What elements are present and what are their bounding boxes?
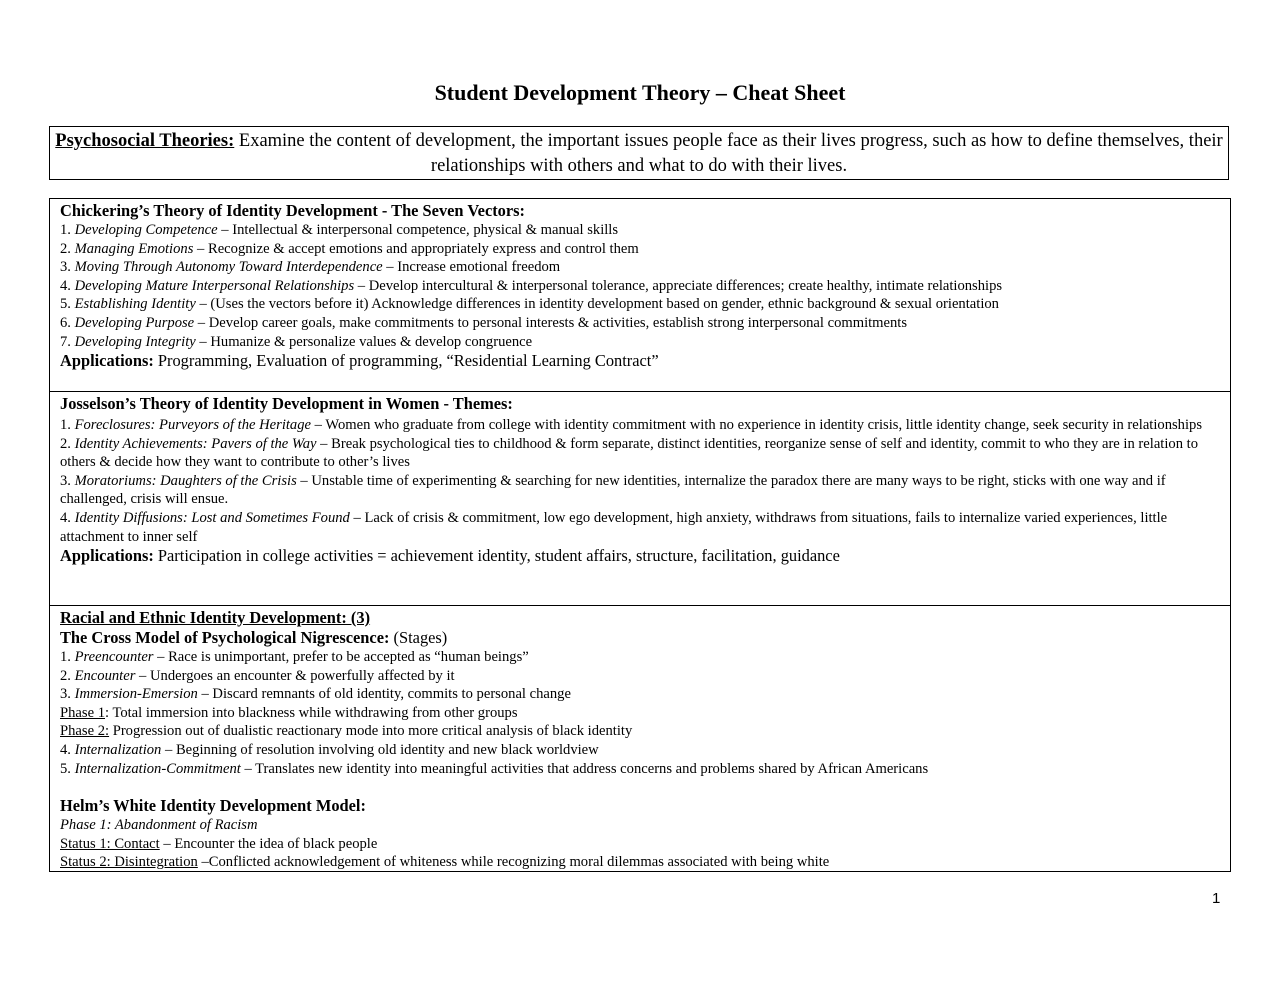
theory-table <box>49 198 1231 872</box>
phase-1-line: Phase 1: Total immersion into blackness while withdrawing from other groups <box>60 704 518 721</box>
page-number: 1 <box>1212 890 1221 907</box>
cross-stage-item: 3. Immersion-Emersion – Discard remnants of old identity, commits to personal change <box>60 686 571 703</box>
helm-phase-1: Phase 1: Abandonment of Racism <box>60 817 258 834</box>
cross-model-heading: The Cross Model of Psychological Nigrescence: (Stages) <box>60 628 448 647</box>
racial-ethnic-heading: Racial and Ethnic Identity Development: (3) <box>60 608 371 627</box>
josselson-applications: Applications: Participation in college activities = achievement identity, student affairs, structure, facilitation, guidance <box>60 546 840 566</box>
josselson-item: 2. Identity Achievements: Pavers of the Way – Break psychological ties to childhood & form separate, distinct identities, reorganize sense of self and identity, commit to who they are in relation to others & decide how they want to contribute to other’s lives <box>60 435 1199 471</box>
chickering-item: 7. Developing Integrity – Humanize & personalize values & develop congruence <box>60 333 533 350</box>
chickering-item: 2. Managing Emotions – Recognize & accept emotions and appropriately express and control them <box>60 240 639 257</box>
psychosocial-intro-box <box>49 126 1229 180</box>
josselson-item: 1. Foreclosures: Purveyors of the Heritage – Women who graduate from college with identity commitment with no experience in identity crisis, little identity change, seek security in relationships <box>60 417 1203 433</box>
status-2-line: Status 2: Disintegration –Conflicted acknowledgement of whiteness while recognizing moral dilemmas associated with being white <box>60 854 830 871</box>
josselson-item: 3. Moratoriums: Daughters of the Crisis – Unstable time of experimenting & searching for new identities, internalize the paradox there are many ways to be right, sticks with one way and if challenged, crisis will ensue. <box>60 472 1166 508</box>
document-title: Student Development Theory – Cheat Sheet <box>434 80 846 105</box>
racial-ethnic-section <box>50 605 1230 871</box>
status-1-line: Status 1: Contact – Encounter the idea of black people <box>60 835 378 852</box>
cross-stage-item: 2. Encounter – Undergoes an encounter & powerfully affected by it <box>60 667 455 684</box>
psychosocial-text: Examine the content of development, the important issues people face as their lives progress, such as how to define themselves, their relationships with others and what to do with their lives. <box>234 131 1223 176</box>
helm-heading: Helm’s White Identity Development Model: <box>60 796 366 816</box>
chickering-heading: Chickering’s Theory of Identity Development - The Seven Vectors: <box>60 201 525 220</box>
chickering-item: 3. Moving Through Autonomy Toward Interdependence – Increase emotional freedom <box>60 259 561 276</box>
chickering-applications: Applications: Programming, Evaluation of programming, “Residential Learning Contract” <box>60 351 659 371</box>
chickering-item: 6. Developing Purpose – Develop career goals, make commitments to personal interests & activities, establish strong interpersonal commitments <box>60 314 908 331</box>
psychosocial-label: Psychosocial Theories: <box>55 131 235 151</box>
chickering-item: 1. Developing Competence – Intellectual & interpersonal competence, physical & manual skills <box>60 222 619 238</box>
phase-2-line: Phase 2: Progression out of dualistic reactionary mode into more critical analysis of black identity <box>60 723 633 740</box>
chickering-section <box>50 199 1230 391</box>
cross-stage-item: 4. Internalization – Beginning of resolution involving old identity and new black worldview <box>60 741 599 758</box>
cross-stage-item: 1. Preencounter – Race is unimportant, prefer to be accepted as “human beings” <box>60 649 529 665</box>
cross-stage-item: 5. Internalization-Commitment – Translates new identity into meaningful activities that address concerns and problems shared by African Americans <box>60 760 929 777</box>
chickering-item: 4. Developing Mature Interpersonal Relationships – Develop intercultural & interpersonal tolerance, appreciate differences; create healthy, intimate relationships <box>60 277 1003 294</box>
josselson-item: 4. Identity Diffusions: Lost and Sometimes Found – Lack of crisis & commitment, low ego development, high anxiety, withdraws from situations, fails to internalize varied experiences, little attachment to inner self <box>60 509 1168 545</box>
josselson-section <box>50 391 1230 606</box>
josselson-heading: Josselson’s Theory of Identity Development in Women - Themes: <box>60 394 513 413</box>
chickering-item: 5. Establishing Identity – (Uses the vectors before it) Acknowledge differences in identity development based on gender, ethnic background & sexual orientation <box>60 296 999 313</box>
